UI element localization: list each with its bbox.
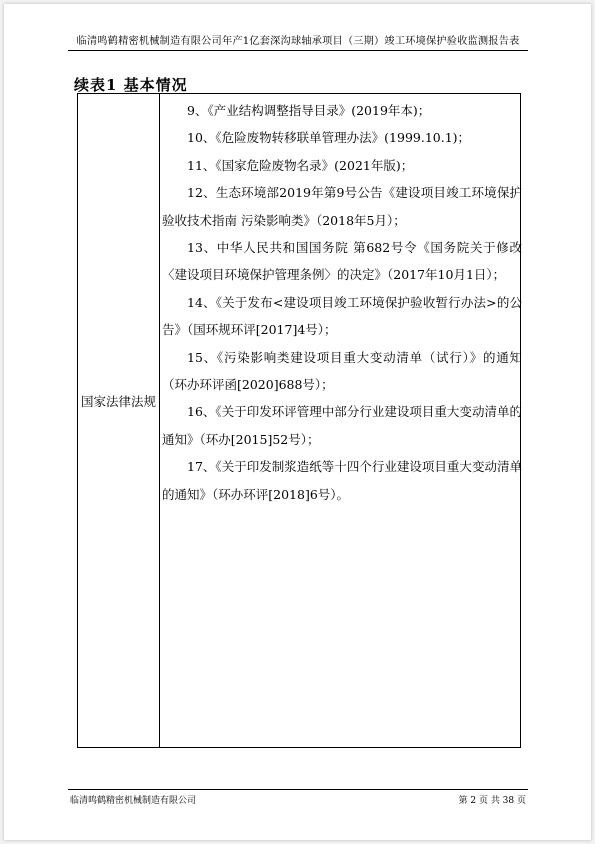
page-header: 临清鸣鹤精密机械制造有限公司年产1亿套深沟球轴承项目（三期）竣工环境保护验收监测报告表 (76, 36, 520, 47)
regulation-item: 15、《污染影响类建设项目重大变动清单（试行）》的通知（环办环评函[2020]688号）； (162, 349, 522, 393)
regulation-item: 14、《关于发布<建设项目竣工环境保护验收暂行办法>的公告》（国环规环评[2017]4号）； (162, 294, 522, 338)
regulation-item: 11、《国家危险废物名录》(2021年版)； (187, 157, 414, 173)
regulation-item: 16、《关于印发环评管理中部分行业建设项目重大变动清单的通知》（环办[2015]52号）； (162, 404, 522, 447)
table-title: 续表1 基本情况 (74, 76, 188, 94)
footer-company: 临清鸣鹤精密机械制造有限公司 (70, 796, 197, 806)
regulation-item: 13、中华人民共和国国务院 第682号令《国务院关于修改〈建设项目环境保护管理条例〉的决定》（2017年10月1日）； (162, 240, 522, 283)
page-number: 第 2 页 共 38 页 (458, 796, 526, 806)
regulation-item: 12、生态环境部2019年第9号公告《建设项目竣工环境保护验收技术指南 污染影响类》（2018年5月）； (162, 185, 522, 228)
category-label: 国家法律法规 (81, 394, 157, 409)
regulation-list (160, 97, 522, 508)
regulation-item: 9、《产业结构调整指导目录》(2019年本)； (187, 103, 431, 118)
footer-divider (68, 789, 528, 790)
regulation-item: 10、《危险废物转移联单管理办法》(1999.10.1)； (187, 130, 471, 146)
basic-info-table (77, 93, 521, 748)
header-divider (68, 50, 528, 51)
regulation-item: 17、《关于印发制浆造纸等十四个行业建设项目重大变动清单的通知》（环办环评[2018]6号）。 (162, 459, 522, 502)
